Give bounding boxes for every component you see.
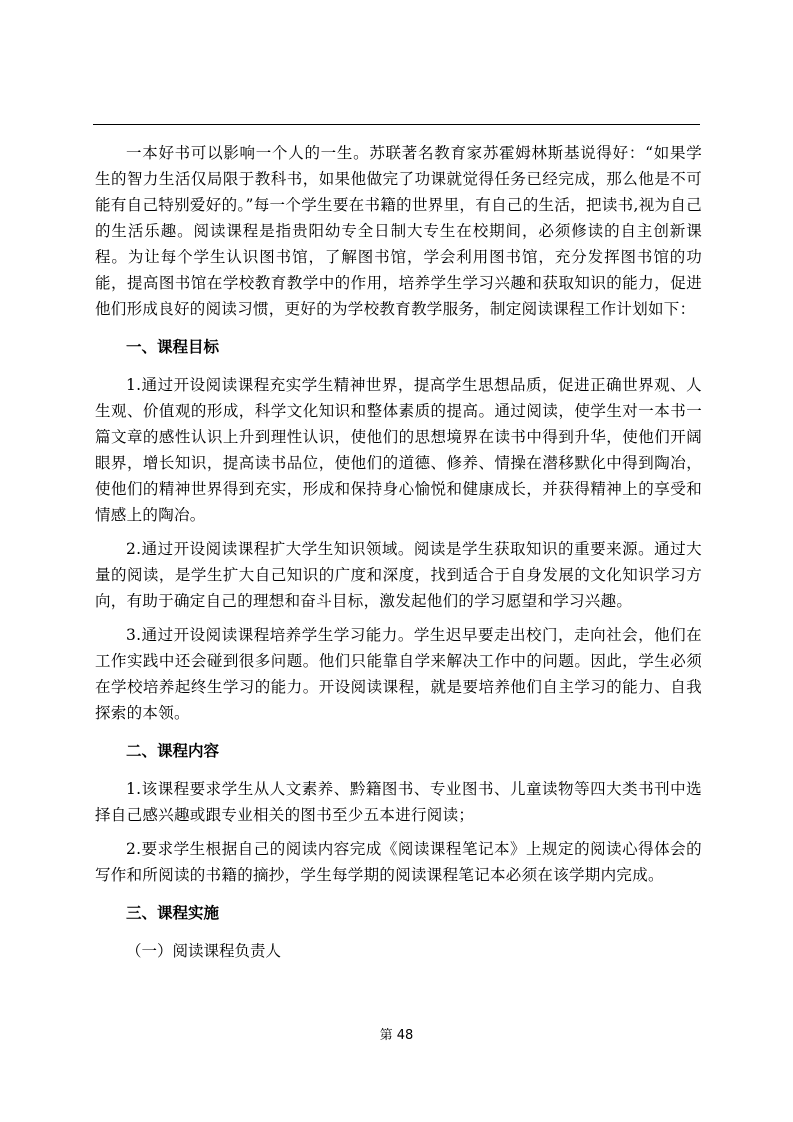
goals-paragraph-2: 2.通过开设阅读课程扩大学生知识领域。阅读是学生获取知识的重要来源。通过大量的阅读，是学生扩大自己知识的广度和深度，找到适合于自身发展的文化知识学习方向，有助于确定自己的理想和奋斗目标，激发起他们的学习愿望和学习兴趣。: [95, 540, 702, 610]
document-body: [95, 140, 702, 964]
implementation-subheading: （一）阅读课程负责人: [126, 942, 282, 960]
content-paragraph-1: 1.该课程要求学生从人文素养、黔籍图书、专业图书、儿童读物等四大类书刊中选择自己感兴趣或跟专业相关的图书至少五本进行阅读；: [95, 780, 702, 824]
goals-paragraph-1: 1.通过开设阅读课程充实学生精神世界，提高学生思想品质，促进正确世界观、人生观、价值观的形成，科学文化知识和整体素质的提高。通过阅读，使学生对一本书一篇文章的感性认识上升到理性认识，使他们的思想境界在读书中得到升华，使他们开阔眼界，增长知识，提高读书品位，使他们的道德、修养、情操在潜移默化中得到陶冶，使他们的精神世界得到充实，形成和保持身心愉悦和健康成长，并获得精神上的享受和情感上的陶冶。: [95, 376, 702, 524]
header-rule: [93, 124, 700, 125]
section-heading-content: 二、课程内容: [126, 742, 220, 760]
intro-paragraph: 一本好书可以影响一个人的一生。苏联著名教育家苏霍姆林斯基说得好：“如果学生的智力生活仅局限于教科书，如果他做完了功课就觉得任务已经完成，那么他是不可能有自己特别爱好的。”每一个学生要在书籍的世界里，有自己的生活，把读书,视为自己的生活乐趣。阅读课程是指贵阳幼专全日制大专生在校期间，必须修读的自主创新课程。为让每个学生认识图书馆，了解图书馆，学会利用图书馆，充分发挥图书馆的功能，提高图书馆在学校教育教学中的作用，培养学生学习兴趣和获取知识的能力，促进他们形成良好的阅读习惯，更好的为学校教育教学服务，制定阅读课程工作计划如下：: [95, 144, 702, 318]
content-paragraph-2: 2.要求学生根据自己的阅读内容完成《阅读课程笔记本》上规定的阅读心得体会的写作和所阅读的书籍的摘抄，学生每学期的阅读课程笔记本必须在该学期内完成。: [95, 840, 702, 884]
page-number: 第 48: [379, 1028, 414, 1043]
goals-paragraph-3: 3.通过开设阅读课程培养学生学习能力。学生迟早要走出校门，走向社会，他们在工作实践中还会碰到很多问题。他们只能靠自学来解决工作中的问题。因此，学生必须在学校培养起终生学习的能力。开设阅读课程，就是要培养他们自主学习的能力、自我探索的本领。: [95, 626, 702, 722]
section-heading-implementation: 三、课程实施: [126, 904, 220, 922]
section-heading-goals: 一、课程目标: [126, 338, 220, 356]
